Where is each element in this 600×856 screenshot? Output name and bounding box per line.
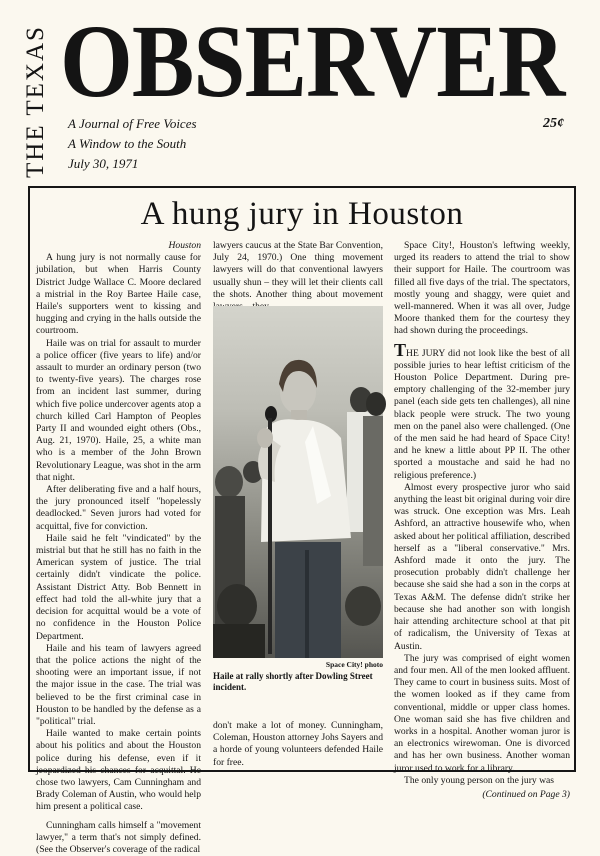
col1-paragraph: Haile said he felt "vindicated" by the mistrial but that he still has no faith in the American system of justice. The trial certainly didn't vindicate the police. Assistant District Atty. Bob Bennett in effect had told the all-white jury that a decision for acquittal would be a vote of no confidence in the Houston Police Department.	[36, 532, 201, 642]
masthead-tagline-2: A Window to the South	[68, 136, 187, 151]
masthead-tagline-1: A Journal of Free Voices	[68, 116, 197, 131]
article-dateline: Houston	[168, 240, 201, 251]
col3-paragraph: The jury was comprised of eight women and four men. All of the men looked affluent. They came to court in business suits. Most of the women looked as if they came from conventional, middle or upper class homes. One woman said she has five children and works in a hospital. Another woman juror is an electronics wirewoman. One is divorced and has her own business. Another woman juror used to work for a library.	[394, 652, 570, 774]
rally-photo-image	[213, 306, 383, 658]
col1-paragraph: Haile and his team of lawyers agreed that the police actions the night of the shooting were an important issue, if not the major issue in the case. The trial was believed to be the first criminal case in Houston to be handled by the defense as a "political" trial.	[36, 642, 201, 727]
col2-top-text: lawyers caucus at the State Bar Convention, July 24, 1970.) One thing movement lawyers will do that conventional lawyers usually shun – they will let their clients call the shots. Another thing about movement	[213, 240, 383, 300]
article-column-2-bottom	[213, 720, 383, 768]
col1-paragraph: After deliberating five and a half hours, the jury pronounced itself "hopelessly deadlocked." Seven jurors had voted for acquittal, five for conviction.	[36, 484, 201, 532]
col1-paragraph: Cunningham calls himself a "movement lawyer," a term that's not simply defined. (See the Observer's coverage of the radical	[36, 819, 201, 855]
col1-paragraph: Haile was on trial for assault to murder a police officer (five years to life) and/or assault to murder an ordinary person (two to twenty-five years). The charges rose from an incident last summer, during which five police undercover agents atop a church killed Carl Hampton of Peoples Party II and wounded eight others (Obs., Aug. 21, 1970). Haile, 25, a white man who is a member of the John Brown Revolutionary League, was shot in the arm that night.	[36, 337, 201, 483]
col3-intro: Space City!, Houston's leftwing weekly, urged its readers to attend the trial to show their support for Haile. The courtroom was filled all five days of the trial. The spectators, mostly young and shaggy, were quiet and well-mannered. When it was all over, Judge Moore thanked them for the courtesy they had shown during the proceedings.	[394, 240, 570, 337]
photo-credit: Space City! photo	[325, 660, 383, 669]
col2-bottom-text: don't make a lot of money. Cunningham, Coleman, Houston attorney Johs Sayers and a horde of young volunteers defended Haile for free.	[213, 720, 383, 768]
col3-paragraph: Almost every prospective juror who said anything the least bit original during voir dire was struck. One exception was Mrs. Leah Ashford, an attractive housewife who, when asked about her political affiliation, described herself as a "liberal conservative." Mrs. Ashford made it onto the jury. The prosecution probably didn't challenge her because she said she had a son in the corps at Texas A&M. The defense didn't strike her because she had another son with longish hair attending architecture school at that pit of radicalism, the University of Texas at Austin.	[394, 481, 570, 652]
photo-caption: Haile at rally shortly after Dowling Street incident.	[213, 671, 373, 692]
masthead-price: 25¢	[543, 116, 564, 131]
masthead-title: OBSERVER	[60, 4, 565, 119]
col1-paragraph: Haile wanted to make certain points about his politics and about the Houston police during his defense, even if it jeopardized his chances for acquittal. He chose two lawyers, Cam Cunningham and Brady Coleman of Austin, who would help him present a political case.	[36, 728, 201, 813]
masthead	[0, 0, 600, 182]
article-box	[28, 186, 576, 855]
drop-cap: T	[394, 339, 407, 360]
rally-photo	[213, 306, 383, 658]
masthead-date: July 30, 1971	[68, 156, 139, 171]
continued-link[interactable]: (Continued on Page 3)	[482, 788, 570, 800]
article-column-1	[36, 240, 201, 855]
col3-jury-text: HE JURY did not look like the best of all possible juries to hear leftist criticism of the Houston Police Department. During pre-emptory challenging of the 32-member jury panel (each side gets ten challenges), all nine black people were struck. The two young men on the panel also were challenged. (One of the men said he had heard of Space City! and he knew a little about PP II. The other sported a moustache and said he had no religious preference.)	[394, 347, 570, 481]
article-column-3	[394, 240, 570, 800]
col3-jury-paragraph	[394, 339, 570, 482]
article-column-2-top	[213, 240, 383, 302]
article-headline: A hung jury in Houston	[140, 196, 464, 232]
col1-paragraph: A hung jury is not normally cause for jubilation, but when Harris County District Judge Wallace C. Moore declared a mistrial in the Roy Bartee Haile case, Haile's supporters went to kissing and hugging and crying in the halls outside the courtroom.	[36, 252, 201, 337]
col3-paragraph: The only young person on the jury was	[404, 774, 555, 786]
masthead-vertical-title: THE TEXAS	[22, 25, 49, 178]
